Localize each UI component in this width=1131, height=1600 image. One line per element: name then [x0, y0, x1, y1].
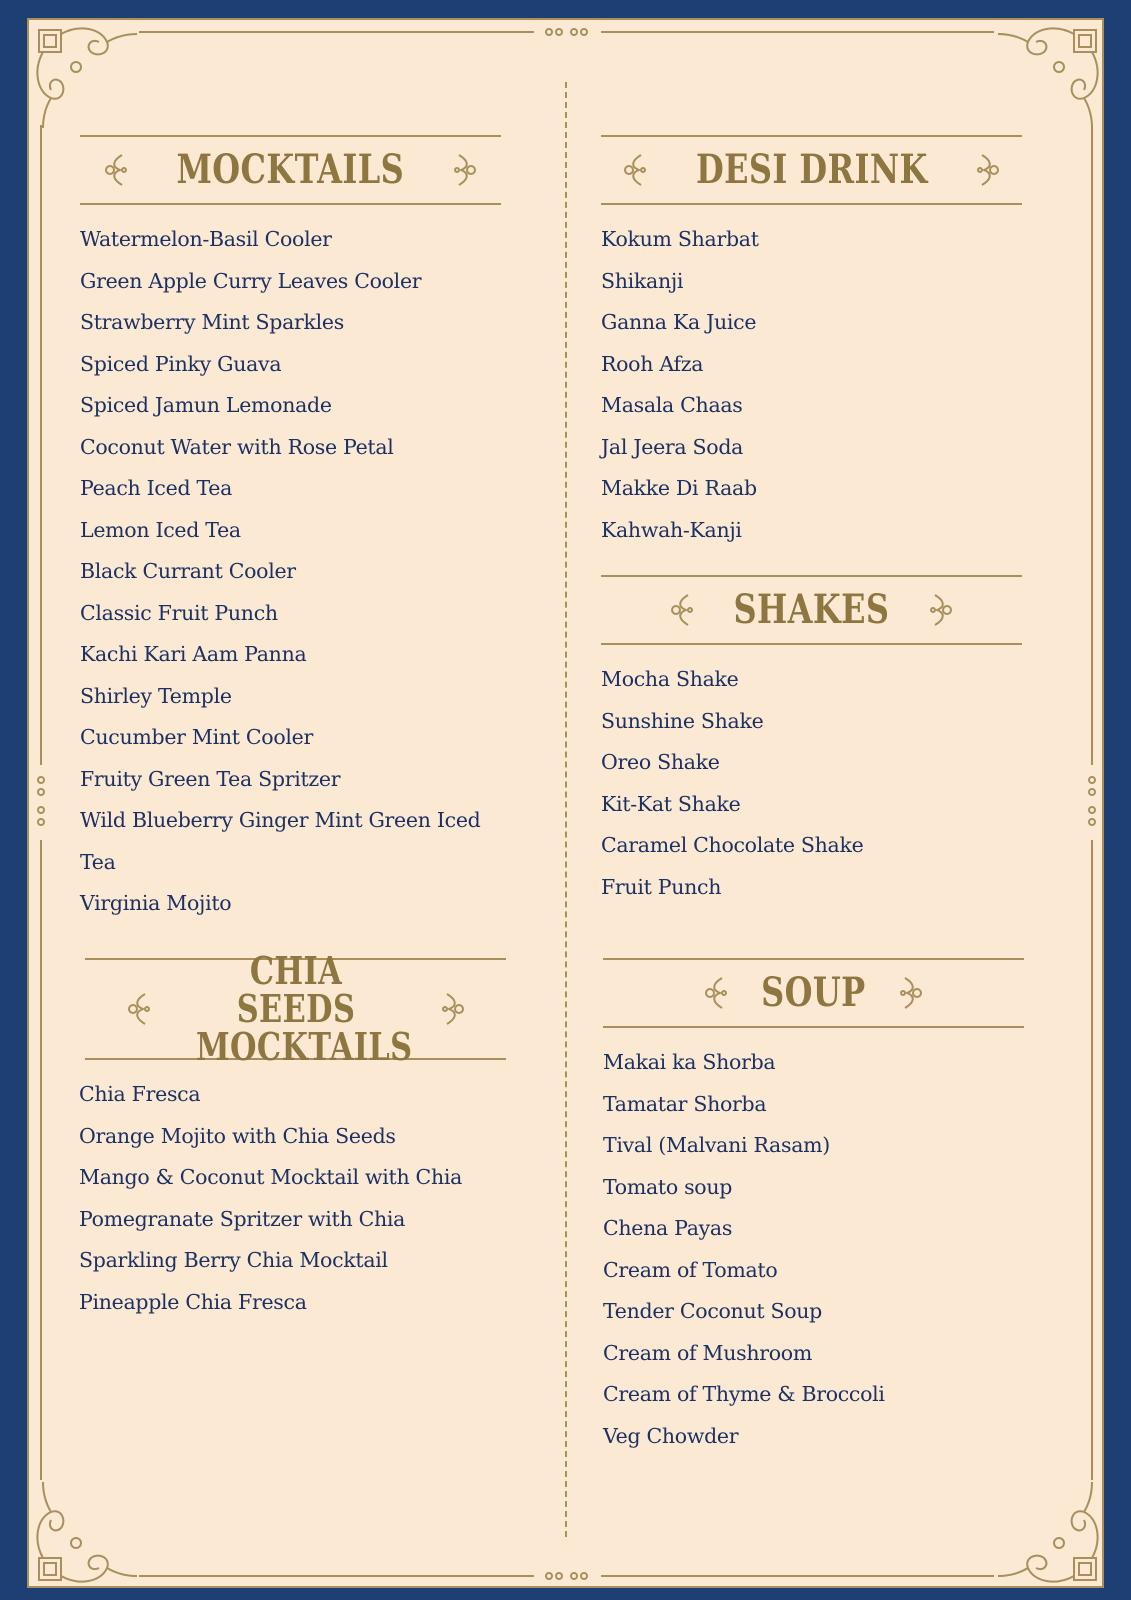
section-title: CHIA SEEDS MOCKTAILS	[195, 948, 412, 1069]
flourish-right-icon	[451, 151, 477, 189]
section-heading	[603, 958, 1024, 1028]
list-item: Caramel Chocolate Shake	[601, 833, 864, 857]
section-title: SHAKES	[733, 586, 890, 633]
list-item: Classic Fruit Punch	[80, 600, 278, 625]
list-item: Oreo Shake	[601, 750, 720, 774]
list-item: Kit-Kat Shake	[601, 791, 741, 816]
list-item: Veg Chowder	[603, 1423, 739, 1448]
section-heading	[601, 135, 1022, 205]
list-item: Black Currant Cooler	[80, 559, 296, 583]
list-item: Rooh Afza	[601, 351, 704, 376]
list-item: Tomato soup	[603, 1174, 733, 1199]
flourish-left-icon	[704, 974, 730, 1012]
list-item: Kachi Kari Aam Panna	[80, 642, 307, 666]
list-item: Sparkling Berry Chia Mocktail	[79, 1248, 388, 1272]
list-item: Wild Blueberry Ginger Mint Green Iced Tea	[80, 808, 481, 874]
item-list	[79, 1074, 506, 1323]
section-title: SOUP	[761, 969, 866, 1016]
list-item: Cream of Thyme & Broccoli	[603, 1382, 885, 1406]
list-item: Ganna Ka Juice	[601, 310, 757, 334]
list-item: Coconut Water with Rose Petal	[80, 434, 394, 459]
section-heading	[85, 948, 506, 1069]
list-item: Jal Jeera Soda	[601, 434, 744, 459]
section-soup	[603, 958, 1024, 1457]
item-list	[601, 659, 1022, 908]
column-divider	[565, 82, 567, 1537]
list-item: Shirley Temple	[80, 683, 232, 708]
section-desi-drink	[601, 135, 1022, 551]
list-item: Chena Payas	[603, 1216, 733, 1240]
list-item: Mocha Shake	[601, 667, 739, 691]
section-heading	[80, 135, 501, 205]
item-list	[80, 219, 501, 925]
list-item: Spiced Pinky Guava	[80, 351, 282, 376]
list-item: Cucumber Mint Cooler	[80, 725, 313, 749]
list-item: Chia Fresca	[79, 1082, 201, 1106]
flourish-right-icon	[927, 591, 953, 629]
list-item: Cream of Tomato	[603, 1257, 778, 1282]
list-item: Peach Iced Tea	[80, 476, 233, 500]
list-item: Sunshine Shake	[601, 708, 764, 733]
flourish-left-icon	[104, 151, 130, 189]
list-item: Orange Mojito with Chia Seeds	[79, 1123, 396, 1148]
list-item: Masala Chaas	[601, 393, 743, 417]
list-item: Strawberry Mint Sparkles	[80, 310, 344, 334]
flourish-left-icon	[623, 151, 649, 189]
flourish-left-icon	[670, 591, 696, 629]
list-item: Shikanji	[601, 268, 684, 293]
section-heading	[601, 575, 1022, 645]
flourish-right-icon	[439, 990, 465, 1028]
list-item: Tival (Malvani Rasam)	[603, 1133, 830, 1157]
list-item: Makai ka Shorba	[603, 1050, 776, 1074]
list-item: Makke Di Raab	[601, 476, 757, 500]
list-item: Kahwah-Kanji	[601, 517, 742, 542]
item-list	[603, 1042, 1024, 1457]
list-item: Mango & Coconut Mocktail with Chia	[79, 1165, 463, 1189]
list-item: Kokum Sharbat	[601, 227, 759, 251]
list-item: Watermelon-Basil Cooler	[80, 227, 332, 251]
list-item: Pineapple Chia Fresca	[79, 1289, 307, 1314]
section-mocktails	[80, 135, 501, 925]
section-title: MOCKTAILS	[176, 146, 405, 193]
flourish-right-icon	[974, 151, 1000, 189]
list-item: Lemon Iced Tea	[80, 517, 241, 542]
item-list	[601, 219, 1022, 551]
list-item: Green Apple Curry Leaves Cooler	[80, 268, 422, 293]
list-item: Cream of Mushroom	[603, 1340, 812, 1365]
list-item: Tamatar Shorba	[603, 1091, 767, 1116]
list-item: Virginia Mojito	[80, 891, 232, 915]
menu-page	[27, 18, 1104, 1588]
flourish-left-icon	[127, 990, 153, 1028]
section-shakes	[601, 575, 1022, 908]
list-item: Fruit Punch	[601, 874, 722, 899]
section-title: DESI DRINK	[695, 146, 928, 193]
section-chia-seeds-mocktails	[79, 948, 506, 1323]
flourish-right-icon	[897, 974, 923, 1012]
list-item: Pomegranate Spritzer with Chia	[79, 1206, 406, 1231]
list-item: Fruity Green Tea Spritzer	[80, 766, 341, 791]
list-item: Tender Coconut Soup	[603, 1299, 823, 1323]
list-item: Spiced Jamun Lemonade	[80, 393, 332, 417]
